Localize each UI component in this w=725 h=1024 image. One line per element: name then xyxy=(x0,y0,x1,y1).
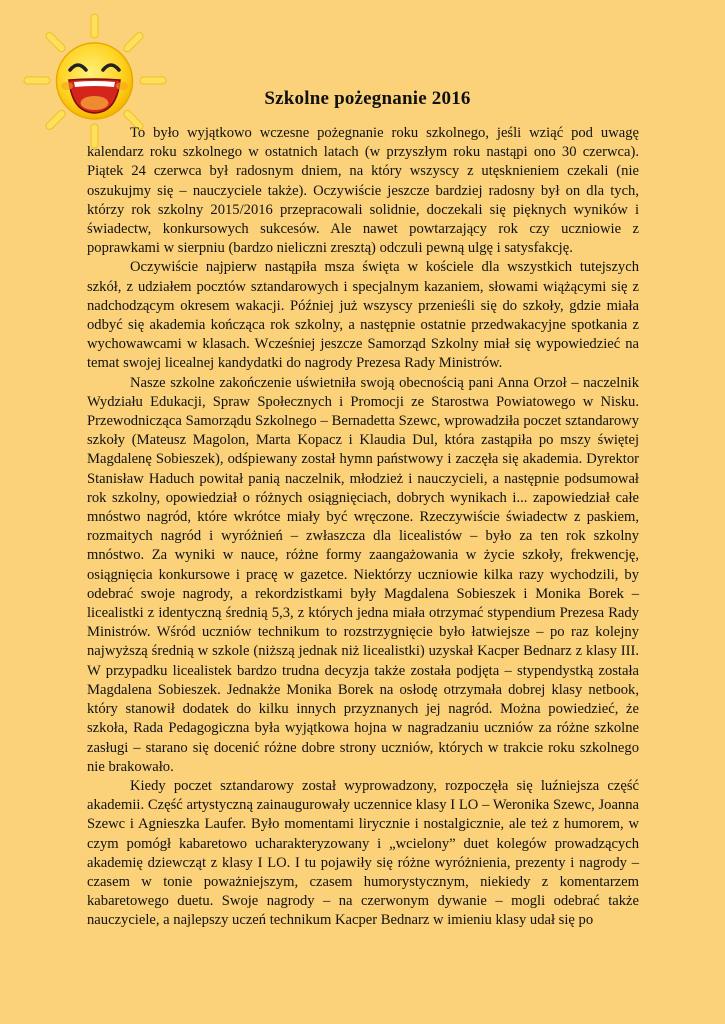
paragraph: Oczywiście najpierw nastąpiła msza święta w kościele dla wszystkich tutejszych szkół, z udziałem pocztów sztandarowych i specjalnym kazaniem, słowami wiążącymi się z nadchodzącym okresem wakacji. Później już wszyscy przenieśli się do szkoły, gdzie miała odbyć się akademia kończąca rok szkolny, a następnie ostatnie przedwakacyjne spotkania z wychowawcami w klasach. Wcześniej jeszcze Samorząd Szkolny miał się wypowiedzieć na temat swojej licealnej kandydatki do nagrody Prezesa Rady Ministrów. xyxy=(87,259,639,372)
paragraph: Kiedy poczet sztandarowy został wyprowadzony, rozpoczęła się luźniejsza część akademii. Część artystyczną zainaugurowały uczennice klasy I LO – Weronika Szewc, Joanna Szewc i Agnieszka Laufer. Było momentami lirycznie i nostalgicznie, ale też z humorem, w czym pomógł kabaretowo ucharakteryzowany i „wcielony” duet kolegów prowadzących akademię dziewcząt z klasy I LO. I tu pojawiły się różne wyróżnienia, prezenty i nagrody – czasem w tonie poważniejszym, czasem humorystycznym, niekiedy z komentarzem kabaretowego duetu. Swoje nagrody – na czerwonym dywanie – mogli odebrać także nauczyciele, a najlepszy uczeń technikum Kacper Bednarz w imieniu klasy udał się po xyxy=(87,777,639,929)
paragraph: Nasze szkolne zakończenie uświetniła swoją obecnością pani Anna Orzoł – naczelnik Wydziału Edukacji, Spraw Społecznych i Promocji ze Starostwa Powiatowego w Nisku. Przewodnicząca Samorządu Szkolnego – Bernadetta Szewc, wprowadziła poczet sztandarowy szkoły (Mateusz Magolon, Marta Kopacz i Klaudia Dul, która zastąpiła po mszy świętej Magdalenę Sobieszek), odśpiewany został hymn państwowy i zaczęła się akademia. Dyrektor Stanisław Haduch powitał panią naczelnik, młodzież i nauczycieli, a następnie podsumował rok szkolny, opowiedział o różnych osiągnięciach, dobrych wynikach i... zapowiedział całe mnóstwo nagród, które wkrótce miały być wręczone. Rzeczywiście świadectw z paskiem, rozmaitych nagród i wyróżnień – zwłaszcza dla licealistów – było za ten rok szkolny mnóstwo. Za wyniki w nauce, różne formy zaangażowania w życie szkoły, frekwencję, osiągnięcia konkursowe i pracę w gazetce. Niektórzy uczniowie kilka razy wychodzili, by odebrać swoje nagrody, a rekordzistkami były Magdalena Sobieszek i Monika Borek – licealistki z identyczną średnią 5,3, z których jedna miała otrzymać stypendium Prezesa Rady Ministrów. Wśród uczniów technikum to rozstrzygnięcie było łatwiejsze – po raz kolejny najwyższą średnią w szkole (niższą jednak niż licealistki) uzyskał Kacper Bednarz z klasy III. W przypadku licealistek bardzo trudna decyzja także została podjęta – stypendystką została Magdalena Sobieszek. Jednakże Monika Borek na osłodę otrzymała dobrej klasy netbook, który stanowił dodatek do kilku innych przyznanych jej nagród. Można powiedzieć, że szkoła, Rada Pedagogiczna była wyjątkowa hojna w nagradzaniu uczniów za różne szkolne zasługi – starano się docenić różne dobre strony uczniów, których w trakcie roku szkolnego nie brakowało. xyxy=(87,374,639,775)
page-title: Szkolne pożegnanie 2016 xyxy=(264,88,471,109)
paragraph: To było wyjątkowo wczesne pożegnanie roku szkolnego, jeśli wziąć pod uwagę kalendarz roku szkolnego w ostatnich latach (w przyszłym roku nastąpi ono 30 czerwca). Piątek 24 czerwca był radosnym dniem, na który wszyscy z utęsknieniem czekali (nie oszukujmy się – nauczyciele także). Oczywiście jeszcze bardziej radosny był on dla tych, którzy rok szkolny 2015/2016 przepracowali solidnie, doczekali się pięknych wyników i świadectw, konkursowych sukcesów. Ale nawet powtarzający rok czy uczniowie z poprawkami w sierpniu (bardzo nieliczni zresztą) odczuli pewną ulgę i satysfakcję. xyxy=(87,125,639,257)
article-body xyxy=(87,124,639,931)
